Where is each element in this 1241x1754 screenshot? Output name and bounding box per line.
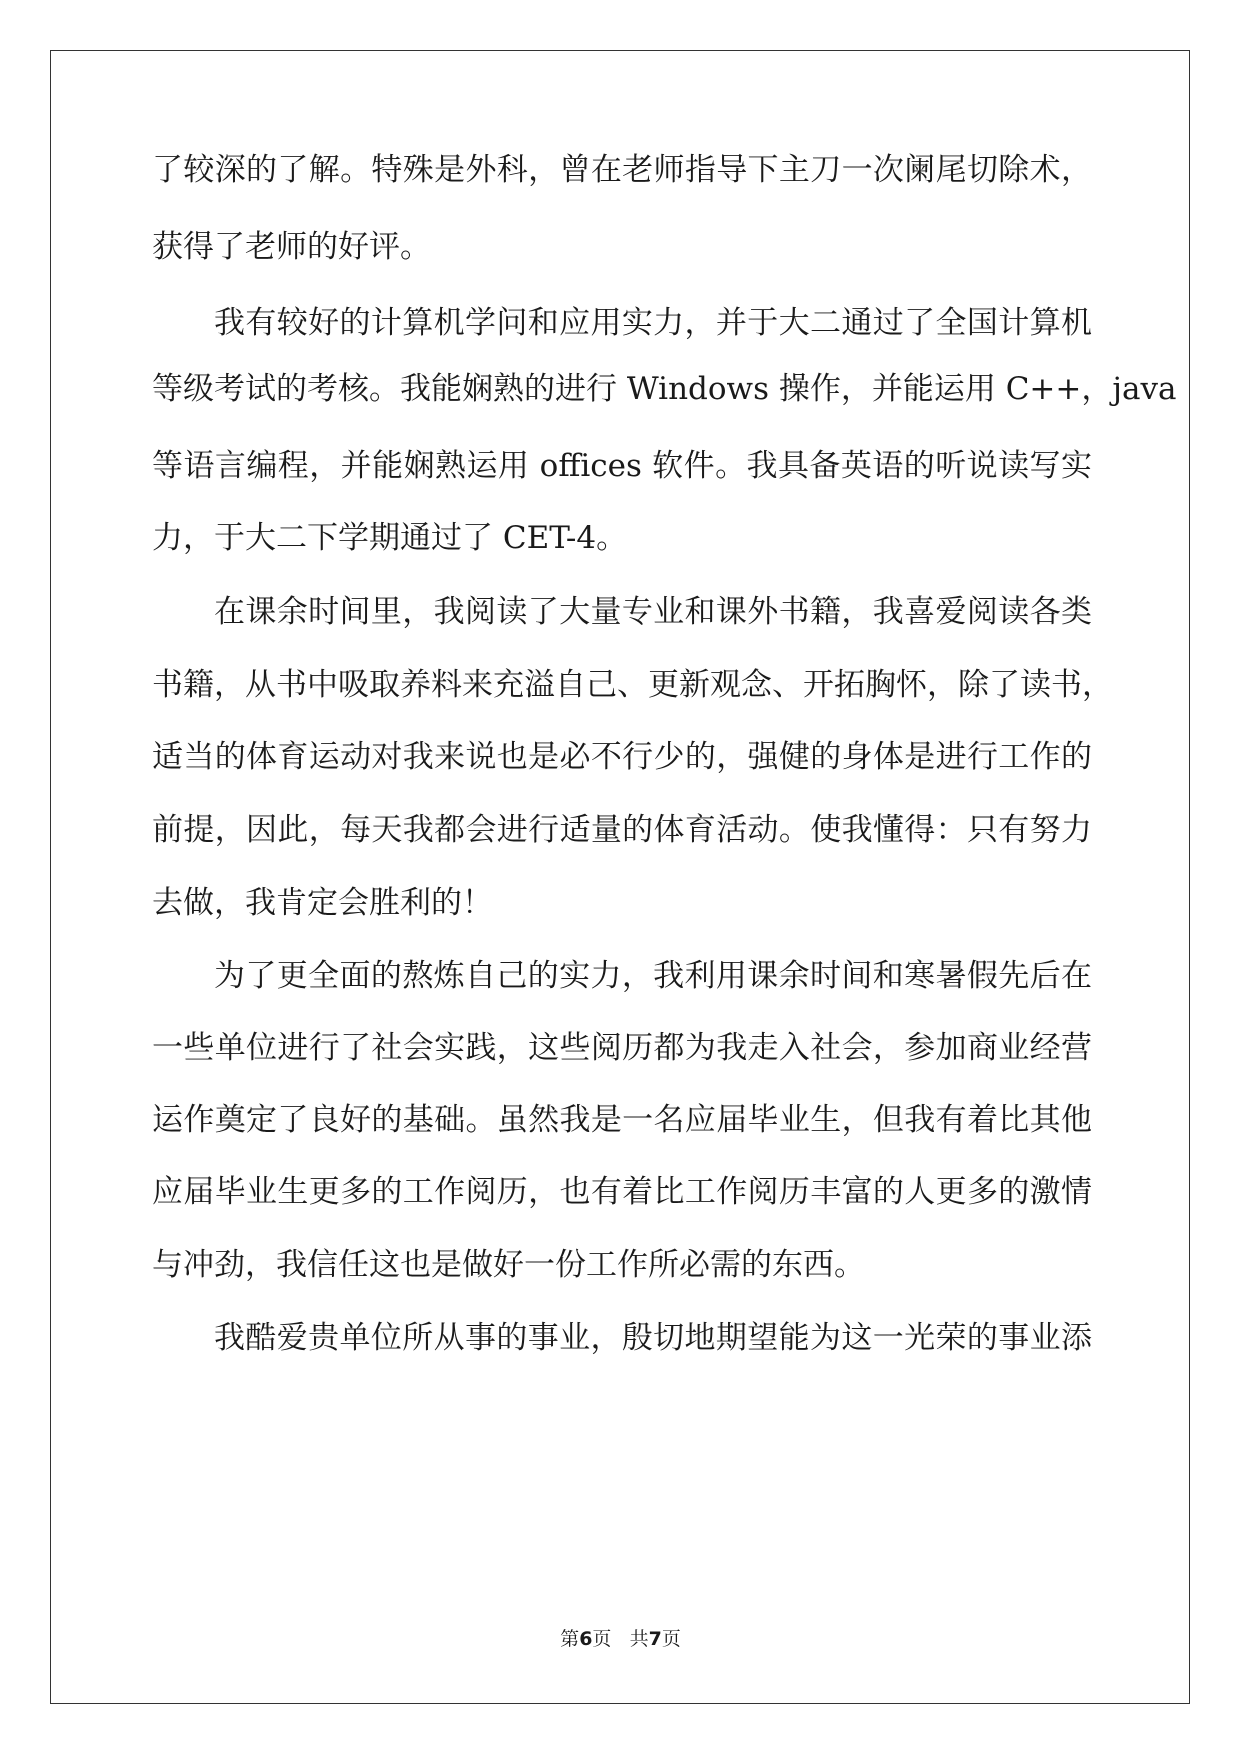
text-line: 书籍，从书中吸取养料来充溢自己、更新观念、开拓胸怀，除了读书， [152, 667, 1113, 703]
text-line: 了较深的了解。特殊是外科，曾在老师指导下主刀一次阑尾切除术， [152, 152, 1092, 188]
text-line: 一些单位进行了社会实践，这些阅历都为我走入社会，参加商业经营 [152, 1030, 1092, 1066]
paragraph-first-line: 在课余时间里，我阅读了大量专业和课外书籍，我喜爱阅读各类 [214, 594, 1092, 630]
text-line: 前提，因此，每天我都会进行适量的体育活动。使我懂得：只有努力 [152, 812, 1092, 848]
text-line: 力，于大二下学期通过了 CET-4。 [152, 520, 628, 556]
page-border [50, 50, 1190, 1704]
paragraph-first-line: 我有较好的计算机学问和应用实力，并于大二通过了全国计算机 [214, 305, 1092, 341]
text-line: 适当的体育运动对我来说也是必不行少的，强健的身体是进行工作的 [152, 739, 1092, 775]
text-line: 获得了老师的好评。 [152, 229, 431, 265]
text-line: 等级考试的考核。我能娴熟的进行 Windows 操作，并能运用 C++，java [152, 371, 1177, 407]
text-line: 等语言编程，并能娴熟运用 offices 软件。我具备英语的听说读写实 [152, 448, 1092, 484]
page-total-label: 共7页 [629, 1628, 681, 1650]
text-line: 应届毕业生更多的工作阅历，也有着比工作阅历丰富的人更多的激情 [152, 1174, 1092, 1210]
text-line: 去做，我肯定会胜利的！ [152, 885, 493, 921]
paragraph-first-line: 为了更全面的熬炼自己的实力，我利用课余时间和寒暑假先后在 [214, 958, 1092, 994]
text-line: 运作奠定了良好的基础。虽然我是一名应届毕业生，但我有着比其他 [152, 1102, 1092, 1138]
page-number-label: 第6页 [560, 1628, 612, 1650]
text-line: 与冲劲，我信任这也是做好一份工作所必需的东西。 [152, 1247, 865, 1283]
paragraph-first-line: 我酷爱贵单位所从事的事业，殷切地期望能为这一光荣的事业添 [214, 1320, 1092, 1356]
page-footer [0, 1627, 1241, 1651]
